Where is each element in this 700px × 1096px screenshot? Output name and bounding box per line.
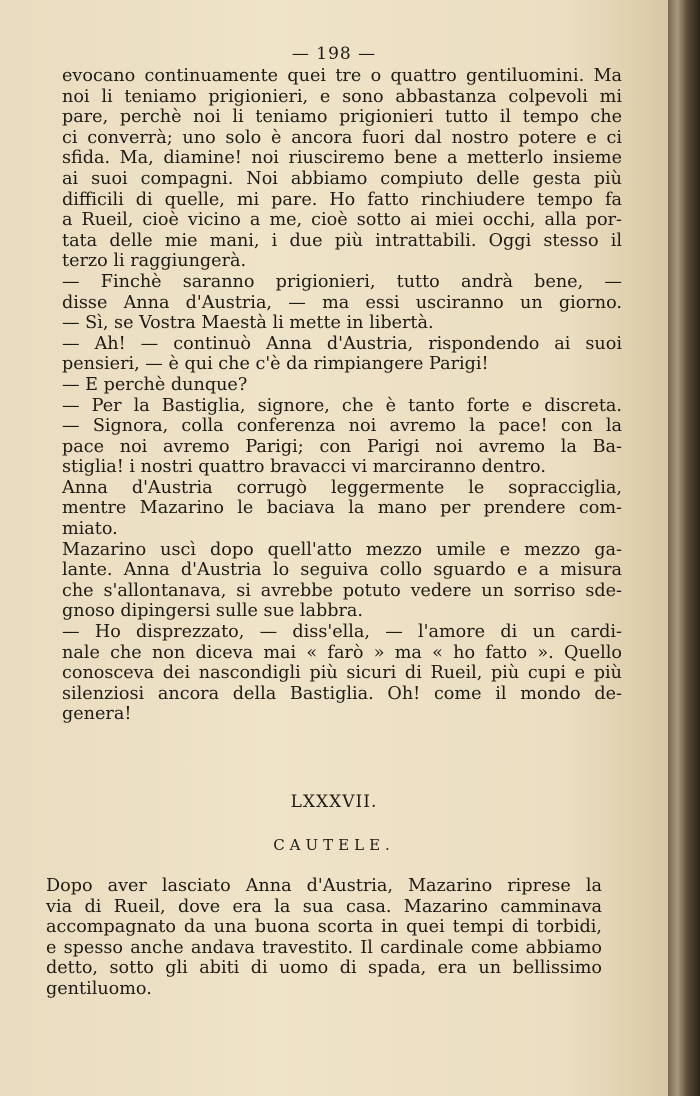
text-line: Anna d'Austria corrugò leggermente le sopracciglia, bbox=[62, 477, 622, 498]
text-line: silenziosi ancora della Bastiglia. Oh! come il mondo de- bbox=[62, 683, 622, 704]
page-number: — 198 — bbox=[291, 44, 377, 64]
chapter-number: LXXXVII. bbox=[290, 792, 378, 812]
chapter-title: CAUTELE. bbox=[273, 836, 395, 854]
text-line: — Ah! — continuò Anna d'Austria, rispondendo ai suoi bbox=[62, 333, 622, 354]
text-line: pare, perchè noi li teniamo prigionieri tutto il tempo che bbox=[62, 107, 622, 128]
main-text bbox=[62, 66, 622, 725]
text-line: stiglia! i nostri quattro bravacci vi marciranno dentro. bbox=[62, 457, 546, 478]
text-line: pensieri, — è qui che c'è da rimpiangere Parigi! bbox=[62, 354, 489, 375]
text-line: che s'allontanava, si avrebbe potuto vedere un sorriso sde- bbox=[62, 580, 622, 601]
chapter-text bbox=[46, 876, 602, 1000]
text-line: tata delle mie mani, i due più intrattabili. Oggi stesso il bbox=[62, 230, 622, 251]
text-line: e spesso anche andava travestito. Il cardinale come abbiamo bbox=[46, 937, 602, 958]
text-line: — Per la Bastiglia, signore, che è tanto forte e discreta. bbox=[62, 395, 622, 416]
text-line: detto, sotto gli abiti di uomo di spada, era un bellissimo bbox=[46, 958, 602, 979]
text-line: terzo li raggiungerà. bbox=[62, 251, 247, 272]
text-line: miato. bbox=[62, 519, 118, 540]
text-line: pace noi avremo Parigi; con Parigi noi avremo la Ba- bbox=[62, 436, 622, 457]
book-spine-edge bbox=[668, 0, 700, 1096]
text-line: — Finchè saranno prigionieri, tutto andrà bene, — bbox=[62, 271, 622, 292]
text-line: — E perchè dunque? bbox=[62, 374, 248, 395]
text-line: mentre Mazarino le baciava la mano per prendere com- bbox=[62, 498, 622, 519]
text-line: — Ho disprezzato, — diss'ella, — l'amore di un cardi- bbox=[62, 622, 622, 643]
text-line: — Signora, colla conferenza noi avremo la pace! con la bbox=[62, 416, 622, 437]
text-line: accompagnato da una buona scorta in quei tempi di torbidi, bbox=[46, 917, 602, 938]
text-line: lante. Anna d'Austria lo seguiva collo sguardo e a misura bbox=[62, 560, 622, 581]
text-line: genera! bbox=[62, 704, 132, 725]
text-line: via di Rueil, dove era la sua casa. Mazarino camminava bbox=[46, 896, 602, 917]
text-line: gnoso dipingersi sulle sue labbra. bbox=[62, 601, 363, 622]
text-line: disse Anna d'Austria, — ma essi usciranno un giorno. bbox=[62, 292, 622, 313]
text-line: noi li teniamo prigionieri, e sono abbastanza colpevoli mi bbox=[62, 86, 622, 107]
text-line: — Sì, se Vostra Maestà li mette in libertà. bbox=[62, 313, 434, 334]
text-line: ci converrà; uno solo è ancora fuori dal nostro potere e ci bbox=[62, 127, 622, 148]
text-line: nale che non diceva mai « farò » ma « ho fatto ». Quello bbox=[62, 642, 622, 663]
text-line: evocano continuamente quei tre o quattro gentiluomini. Ma bbox=[62, 66, 622, 86]
text-line: conosceva dei nascondigli più sicuri di Rueil, più cupi e più bbox=[62, 663, 622, 684]
text-line: ai suoi compagni. Noi abbiamo compiuto delle gesta più bbox=[62, 168, 622, 189]
text-line: difficili di quelle, mi pare. Ho fatto rinchiudere tempo fa bbox=[62, 189, 622, 210]
text-line: gentiluomo. bbox=[46, 978, 152, 999]
text-line: Mazarino uscì dopo quell'atto mezzo umile e mezzo ga- bbox=[62, 539, 622, 560]
text-line: sfida. Ma, diamine! noi riusciremo bene a metterlo insieme bbox=[62, 148, 622, 169]
text-line: Dopo aver lasciato Anna d'Austria, Mazarino riprese la bbox=[46, 876, 602, 896]
text-line: a Rueil, cioè vicino a me, cioè sotto ai miei occhi, alla por- bbox=[62, 210, 622, 231]
